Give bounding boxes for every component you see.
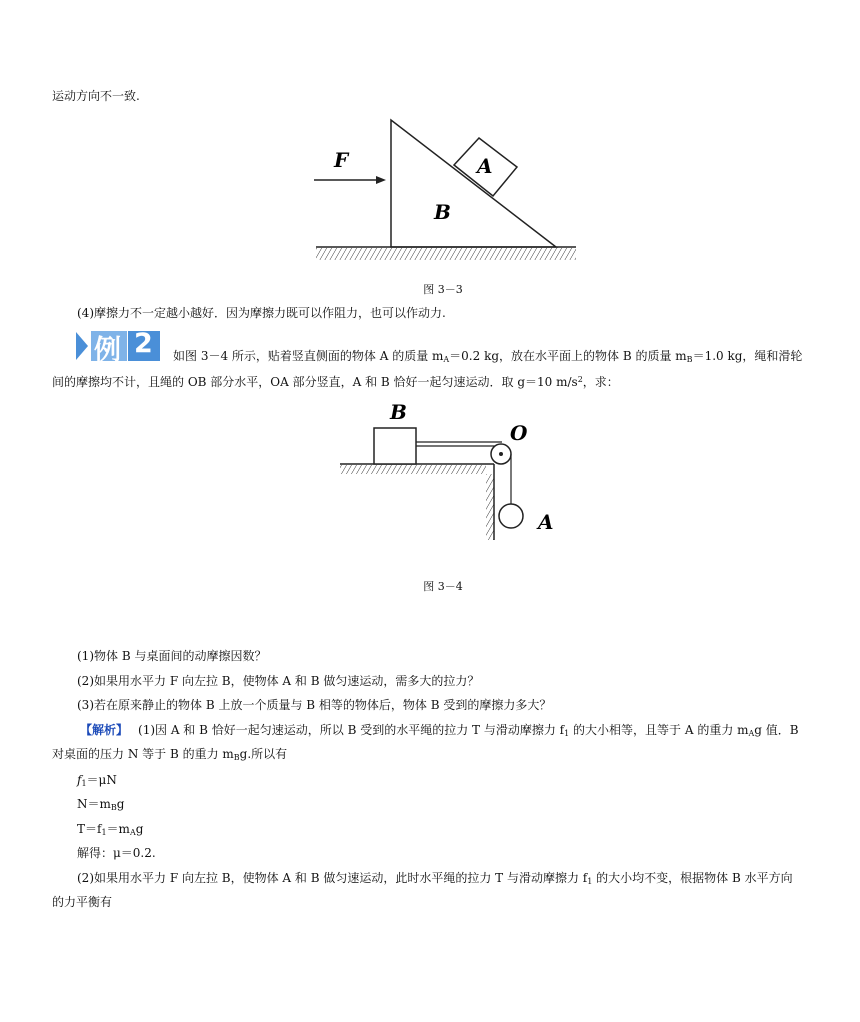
table-hatch xyxy=(340,465,486,474)
badge-number: 2 xyxy=(134,328,153,359)
equation-2: $N=m_Bg$ xyxy=(77,797,125,812)
label-o: O xyxy=(510,421,528,445)
badge-text: 例 xyxy=(94,335,121,366)
label-b: B xyxy=(434,200,451,224)
wedge-b xyxy=(391,120,556,247)
question-2: (2)如果用水平力 F 向左拉 B，使物体 A 和 B 做匀速运动，需多大的拉力？ xyxy=(77,674,480,688)
example-text-line-1: 如图 3－4 所示，贴着竖直侧面的物体 A 的质量 $m_A=0.2$ kg，放在水平面上的物体 B 的质量 $m_B=1.0$ kg，绳和滑轮 xyxy=(173,349,803,364)
force-arrowhead xyxy=(376,176,386,184)
figure-caption: 图 3－4 xyxy=(423,580,463,593)
equation-3: $T=f_1=m_Ag$ xyxy=(77,822,144,837)
figure-3-4-diagram xyxy=(330,398,560,548)
solution-line-1: 【解析】 (1)因 A 和 B 恰好一起匀速运动，所以 B 受到的水平绳的拉力 T 与滑动摩擦力 $f_1$ 的大小相等，且等于 A 的重力 $m_Ag$ 值．B xyxy=(80,723,799,738)
figure-3-3-diagram xyxy=(300,112,590,267)
solution-line-2: 对桌面的压力 N 等于 B 的重力 $m_Bg$.所以有 xyxy=(52,747,288,762)
solution-line-4: 的力平衡有 xyxy=(52,895,113,909)
equation-4: 解得：μ＝0.2. xyxy=(77,846,156,860)
ground-hatch xyxy=(316,248,576,260)
label-b: B xyxy=(390,400,407,424)
question-1: (1)物体 B 与桌面间的动摩擦因数？ xyxy=(77,649,267,663)
label-f: F xyxy=(334,148,349,172)
equation-1: $f_1=\mu N$ xyxy=(77,773,117,788)
text-line: 运动方向不一致. xyxy=(52,89,140,103)
side-hatch xyxy=(486,474,494,540)
label-a: A xyxy=(477,154,493,178)
ball-a xyxy=(499,504,523,528)
label-a: A xyxy=(538,510,554,534)
pulley-axle xyxy=(499,452,503,456)
text-line: (4)摩擦力不一定越小越好．因为摩擦力既可以作阻力，也可以作动力. xyxy=(77,306,446,320)
figure-caption: 图 3－3 xyxy=(423,283,463,296)
example-text-line-2: 间的摩擦均不计，且绳的 OB 部分水平，OA 部分竖直，A 和 B 恰好一起匀速运动．取 g＝10 $m/s^2$，求： xyxy=(52,375,619,389)
solution-line-3: (2)如果用水平力 F 向左拉 B，使物体 A 和 B 做匀速运动，此时水平绳的拉力 T 与滑动摩擦力 $f_1$ 的大小均不变，根据物体 B 水平方向 xyxy=(77,871,793,886)
block-b xyxy=(374,428,416,464)
example-badge xyxy=(76,328,162,366)
question-3: (3)若在原来静止的物体 B 上放一个质量与 B 相等的物体后，物体 B 受到的摩擦力多大？ xyxy=(77,698,552,712)
solution-tag: 【解析】 xyxy=(80,723,129,737)
